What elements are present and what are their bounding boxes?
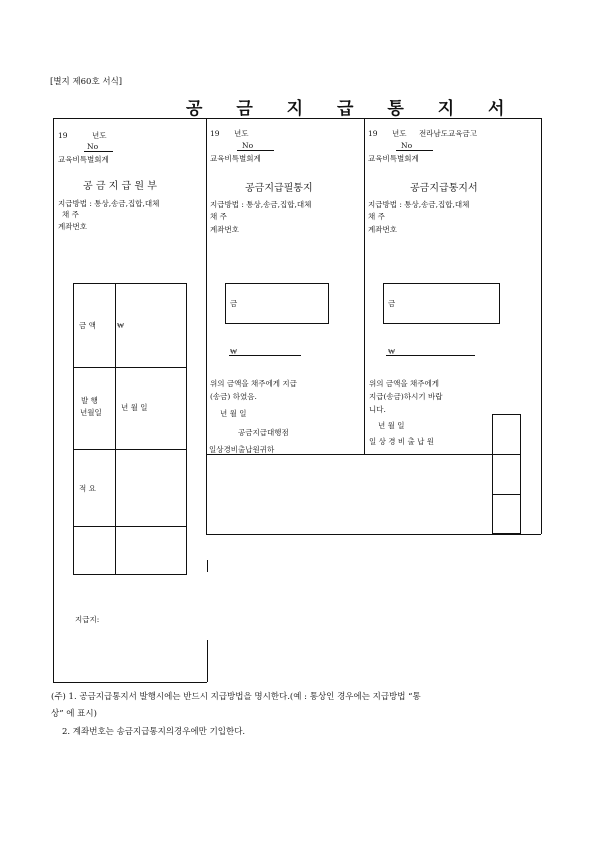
section-heading: 공금지급필통지: [245, 183, 313, 194]
paid-date: 년 월 일: [220, 409, 247, 418]
amount-box: [383, 283, 500, 324]
form-number: [별지 제60호 서식]: [50, 77, 123, 87]
issue-date-label: 년월일: [80, 408, 102, 417]
note-line-2: 상” 에 표시): [51, 709, 97, 719]
amount-box: [225, 283, 329, 324]
account-label: 교육비특별회계: [58, 155, 109, 164]
fiscal-year-label: 년도: [234, 129, 249, 138]
year-prefix: 19: [368, 129, 378, 138]
note-line-1: (주) 1. 공금지급통지서 발행시에는 반드시 지급방법을 명시한다.(예 : 통상인 경우에는 지급방법 “통: [51, 692, 421, 702]
payment-method: 지급방법 : 통상,송금,집합,대체: [210, 200, 312, 209]
won-symbol: ₩: [388, 347, 396, 356]
year-prefix: 19: [210, 129, 220, 138]
stamp-box: [492, 414, 521, 534]
page-title: 공 금 지 급 통 지 서: [186, 99, 519, 119]
recipient-title: 일상경비출납원귀하: [209, 445, 275, 454]
issue-date-value: 년 월 일: [121, 403, 148, 412]
fiscal-year-label: 년도: [392, 129, 407, 138]
request-date: 년 월 일: [378, 421, 405, 430]
section-heading: 공금지급통지서: [410, 183, 478, 194]
payment-method: 지급방법 : 통상,송금,집합,대체: [58, 199, 160, 208]
creditor-label: 채 주: [368, 212, 385, 221]
cashier-signer: 일 상 경 비 출 납 원: [369, 437, 435, 446]
won-symbol: ₩: [230, 347, 238, 356]
payment-method: 지급방법 : 통상,송금,집합,대체: [368, 200, 470, 209]
fiscal-year-label: 년도: [92, 131, 107, 140]
number-label: No: [396, 142, 433, 151]
won-symbol: ₩: [117, 321, 125, 330]
account-number-label: 계좌번호: [210, 225, 239, 234]
account-label: 교육비특별회계: [210, 154, 261, 163]
number-label: No: [84, 143, 113, 152]
request-text-2: 지급(송금)하시기 바랍: [369, 392, 443, 401]
request-text-3: 니다.: [369, 405, 386, 414]
treasury-office: 전라남도교육금고: [419, 129, 477, 138]
payment-agent: 공금지급대행점: [238, 428, 289, 437]
note-line-3: 2. 계좌번호는 송금지급통지의경우에만 기입한다.: [62, 727, 246, 737]
paid-text-2: (송금) 하였음.: [210, 392, 257, 401]
section-heading: 공 금 지 급 원 부: [83, 181, 157, 192]
amount-box-label: 금: [230, 299, 238, 308]
account-number-label: 계좌번호: [368, 225, 397, 234]
amount-box-label: 금: [388, 299, 396, 308]
paid-text: 위의 금액을 채주에게 지급: [210, 379, 297, 388]
account-number-label: 계좌번호: [58, 222, 87, 231]
amount-label: 금 액: [79, 321, 96, 330]
payee-label: 지급지:: [75, 615, 100, 624]
year-prefix: 19: [58, 131, 68, 140]
issue-label: 발 행: [81, 396, 98, 405]
number-label: No: [237, 142, 274, 151]
creditor-label: 채 주: [62, 210, 79, 219]
creditor-label: 채 주: [210, 212, 227, 221]
summary-label: 적 요: [79, 484, 96, 493]
request-text: 위의 금액을 채주에게: [369, 379, 439, 388]
account-label: 교육비특별회계: [368, 154, 419, 163]
